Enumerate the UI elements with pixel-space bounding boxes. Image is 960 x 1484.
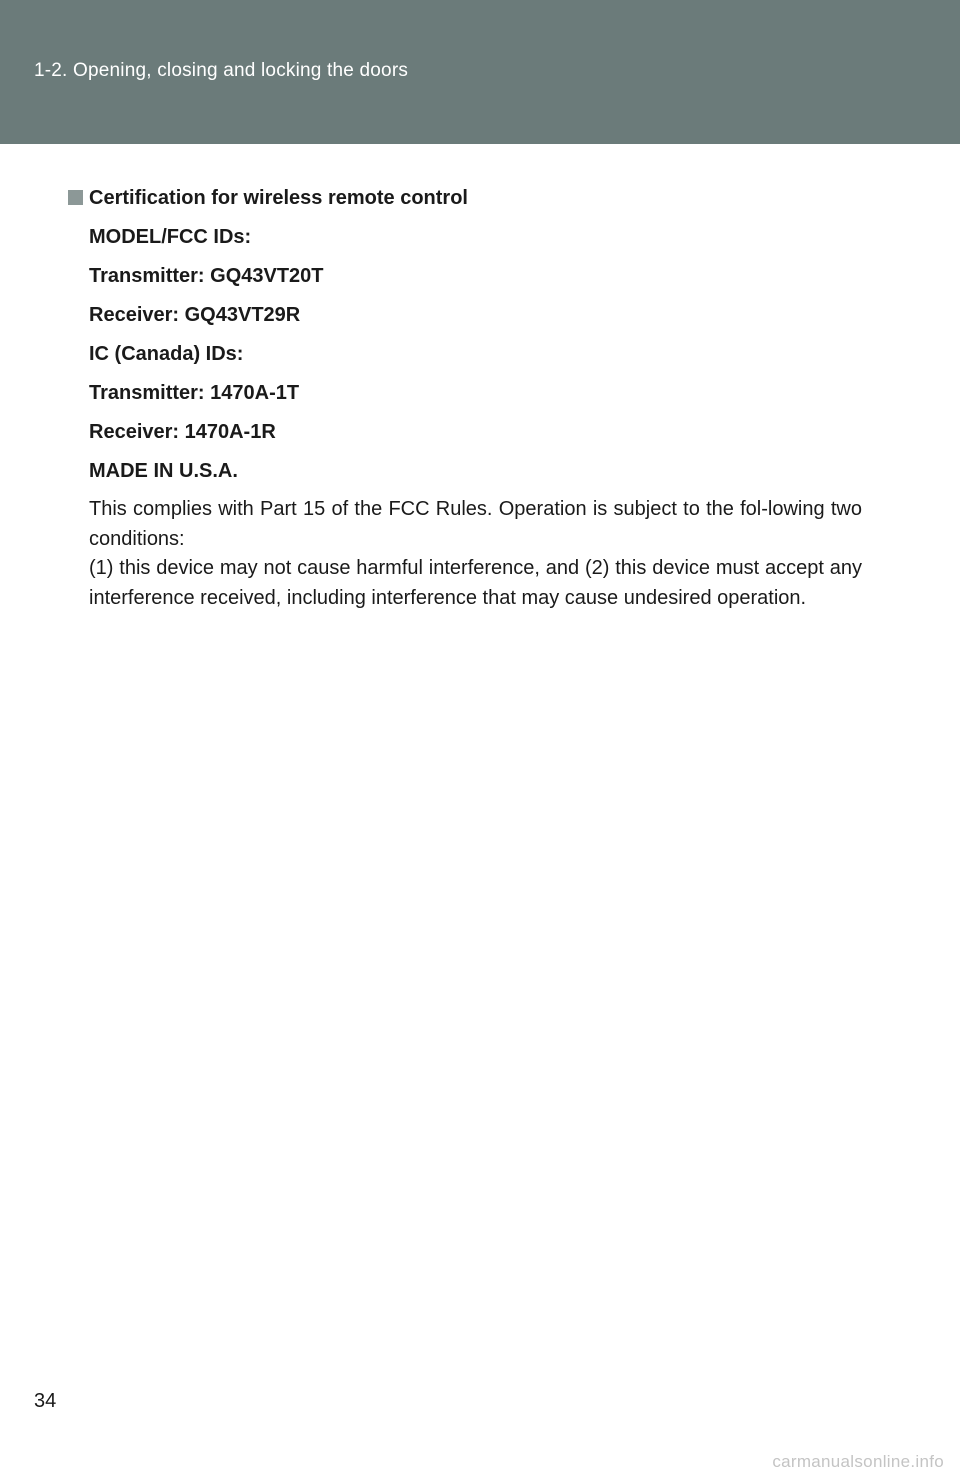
main-content	[68, 183, 862, 613]
model-fcc-ids-label: MODEL/FCC IDs:	[89, 226, 252, 248]
ic-canada-ids-label: IC (Canada) IDs:	[89, 343, 244, 365]
fcc-compliance-notice	[68, 495, 862, 613]
section-title: 1-2. Opening, closing and locking the doors	[34, 60, 409, 81]
fcc-transmitter-id: Transmitter: GQ43VT20T	[89, 265, 324, 287]
made-in-label: MADE IN U.S.A.	[89, 460, 238, 482]
fcc-receiver-id: Receiver: GQ43VT29R	[89, 304, 301, 326]
notice-paragraph-2: (1) this device may not cause harmful interference, and (2) this device must accept any interference received, including interference that may cause undesired operation.	[89, 557, 862, 609]
page-number: 34	[34, 1390, 57, 1412]
page-header-band	[0, 0, 960, 144]
section-heading	[68, 183, 862, 213]
ic-transmitter-id: Transmitter: 1470A-1T	[89, 382, 300, 404]
section-heading-text: Certification for wireless remote control	[89, 187, 468, 209]
ic-receiver-id: Receiver: 1470A-1R	[89, 421, 276, 443]
watermark: carmanualsonline.info	[772, 1452, 944, 1471]
square-bullet-icon	[68, 190, 83, 205]
notice-paragraph-1: This complies with Part 15 of the FCC Rules. Operation is subject to the fol-lowing two conditions:	[89, 498, 862, 550]
